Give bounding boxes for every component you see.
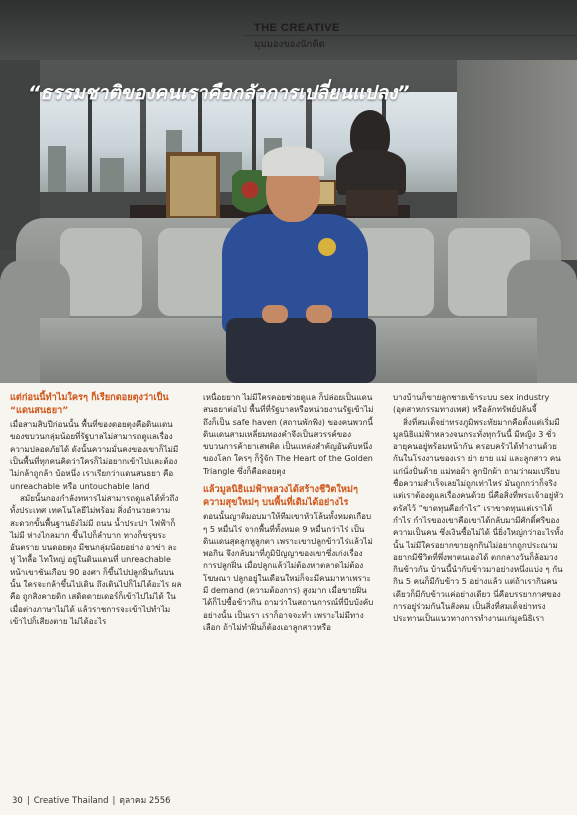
article-column-3 — [393, 392, 565, 626]
page-number: 30 — [12, 796, 23, 806]
bust-statue-body — [336, 150, 406, 195]
section-rule — [244, 35, 577, 36]
magazine-name: Creative Thailand — [33, 796, 109, 806]
shirt-logo-badge — [318, 238, 336, 256]
man-hair — [262, 146, 324, 176]
section-subtitle: มุมมองของนักคิด — [254, 39, 325, 50]
page-footer — [12, 793, 171, 807]
cover-photo — [0, 0, 577, 383]
pull-quote: “ธรรมชาติของคนเราคือกลัวการเปลี่ยนแปลง” — [28, 82, 410, 104]
picture-frame — [166, 152, 220, 220]
footer-separator: | — [26, 796, 30, 806]
article-column-2 — [203, 392, 375, 634]
man-hand — [262, 305, 288, 323]
article-paragraph: เหนื่อยยาก ไม่มีใครคอยช่วยดูแล ก็ปล่อยเป็นแดนสนธยาต่อไป พื้นที่ที่รัฐบาลหรือหน่วยงานรัฐเข้าไม่ถึงก็เป็น safe haven (สถานพักพิง) ของคนพวกนี้ ดินแดนสามเหลี่ยมทองคำจึงเป็นสวรรค์ของขบวนการค้ายาเสพติด เป็นแหล่งสำคัญอันดับหนึ่งของโลก ใครๆ ก็รู้จัก The Heart of the Golden Triangle ซึ่งก็คือดอยตุง — [203, 393, 374, 476]
article-paragraph: ตอนนั้นญาติมอบมาให้ทีมเขาหัวโล้นทั้งหมดเกือบ ๆ 5 หมื่นไร่ จากพื้นที่ทั้งหมด 9 หมื่นกว่าไร่ เป็นดินแดนสุดลูกหูลูกตา เพราะเขาปลูกข้าวไร่แล้วไม่พอกิน จึงกลับมาที่ภูมิปัญญาของเขาซึ่งเก่งเรื่องการปลูกฝิ่น เมื่อปลูกแล้วไม่ต้องหาตลาดไม่ต้องโฆษณา ปลูกอยู่ในเดือนใหม่ก็จะมีคนมาหาเพราะมี demand (ความต้องการ) สูงมาก เมื่อขายฝิ่นได้ก็ไปซื้อข้าวกิน ถามว่าในสถานการณ์ที่บีบบังคับอย่างนั้น เป็นเรา เราก็อาจจะทำ เพราะไม่มีทางเลือก ถ้าไม่ทำฝิ่นก็ต้องเอาลูกสาวหรือ — [203, 512, 374, 632]
footer-separator: | — [112, 796, 116, 806]
section-tag: THE CREATIVE — [254, 22, 340, 34]
article-paragraph: เมื่อสามสิบปีก่อนนั้น พื้นที่ของดอยตุงคือดินแดนของขบวนกลุ่มน้อยที่รัฐบาลไม่สามารถดูแลเรื่องความปลอดภัยได้ ดังนั้นความมั่นคงของเขาก็ไม่มี เป็นพื้นที่ทุกคนคิดว่าใครก็ไม่อยากเข้าไปและต้อง ไม่กล้าถูกล้า บ้อหนึ่ง เราเรียกว่าแดนสนธยา คือ unreachable หรือ untouchable land — [10, 420, 179, 491]
bust-statue-base — [346, 190, 398, 216]
question-heading: แล้วมูลนิธิแม่ฟ้าหลวงได้สร้างชีวิตใหม่ๆ ความสุขใหม่ๆ บนพื้นที่เดิมได้อย่างไร — [203, 484, 358, 508]
sofa-cushion — [60, 228, 142, 316]
man-pants — [226, 318, 376, 383]
article-paragraph: สมัยนั้นกองกำลังทหารไม่สามารถดูแลได้ทั่วถึงทั้งประเทศ เทคโนโลยีไม่พร้อม สิ่งอำนวยความสะดวกขั้นพื้นฐานยังไม่มี ถนน น้ำประปา ไฟฟ้าก็ไม่มี ห่างไกลมาก ขึ้นไปก็ลำบาก ทางก็ขรุขระอันตราย บนดอยตุง มีชนกลุ่มน้อยอย่าง อาข่า ละหู่ ไทลื้อ ไทใหญ่ อยู่ในดินแดนที่ unreachable หน้าเขาชันเกือบ 90 องศา ก็ขึ้นไปปลูกฝิ่นกันบนนั้น ใครจะกล้าขึ้นไปเดิน ถึงเดินไปก็ไม่ได้อะไร ผลคือ ถูกสิงคายดิก เสดิดดายเดอร์ก็เข้าไปไม่ได้ ในเมื่อต่างภาษาไม่ได้ แล้วราชการจะเข้าไปทำไม เข้าไปก็เสียงตาย ไม่ได้อะไร — [10, 493, 182, 626]
issue-date: ตุลาคม 2556 — [119, 796, 171, 806]
question-heading: แต่ก่อนนี้ทำไมใครๆ ก็เรียกดอยตุงว่าเป็น “แดนสนธยา” — [10, 392, 169, 416]
man-shirt — [222, 214, 368, 334]
article-paragraph: สิ่งที่สมเด็จย่าทรงภูมิพระทัยมากคือตั้งแต่เริ่มมีมูลนิธิแม่ฟ้าหลวงจนกระทั่งทุกวันนี้ มีหญิง 3 ชั่วอายุคนอยู่พร้อมหน้ากัน ครอบครัวได้ทำงานด้วยกันในโรงงานของเรา ย่า ยาย แม่ และลูกสาว คนแก่นั่งปั่นด้าย แม่ทอผ้า ลูกปักผ้า ถามว่าผมเปรียบชื่อความสำเร็จเลยไม่ถูกเท่าไหร่ มันถูกกว่าก็จริงแต่เราต้องดูแลเรื่องคนด้วย นี่คือสิ่งที่พระเจ้าอยู่หัวตรัสไว้ “ขาดทุนคือกำไร” เราขาดทุนแต่เราได้กำไร กำไรของเขาคือเขาได้กลับมามีศักดิ์ศรีของความเป็นคน ซึ่งเงินซื้อไม่ได้ นี่ยิ่งใหญ่กว่าอะไรทั้งนั้น ไม่มีใครอยากขายลูกกินไม่อยากถูกประณาม อยากมีชีวิตที่พึ่งพาตนเองได้ ตกกลางวันก็ล้อมวงกินข้าวกัน บ้านนี้นำกับข้าวมาอย่างหนึ่งแบ่ง ๆ กันกิน 5 คนก็มีกับข้าว 5 อย่างแล้ว แต่ถ้าเรากินคนเดียวก็มีกับข้าวแค่อย่างเดียว นี่คือบรรยากาศของการอยู่ร่วมกันในสังคม เป็นสิ่งที่สมเด็จย่าทรงประทานเป็นแนวทางการทำงานแก่มูลนิธิเรา — [393, 417, 564, 624]
flower-plant — [232, 170, 268, 220]
article-column-1 — [10, 392, 182, 628]
man-hand — [306, 305, 332, 323]
article-paragraph: บางบ้านก็ขายลูกชายเข้าระบบ sex industry (อุตสาหกรรมทางเพศ) หรือลักทรัพย์ปล้นจี้ — [393, 393, 550, 415]
